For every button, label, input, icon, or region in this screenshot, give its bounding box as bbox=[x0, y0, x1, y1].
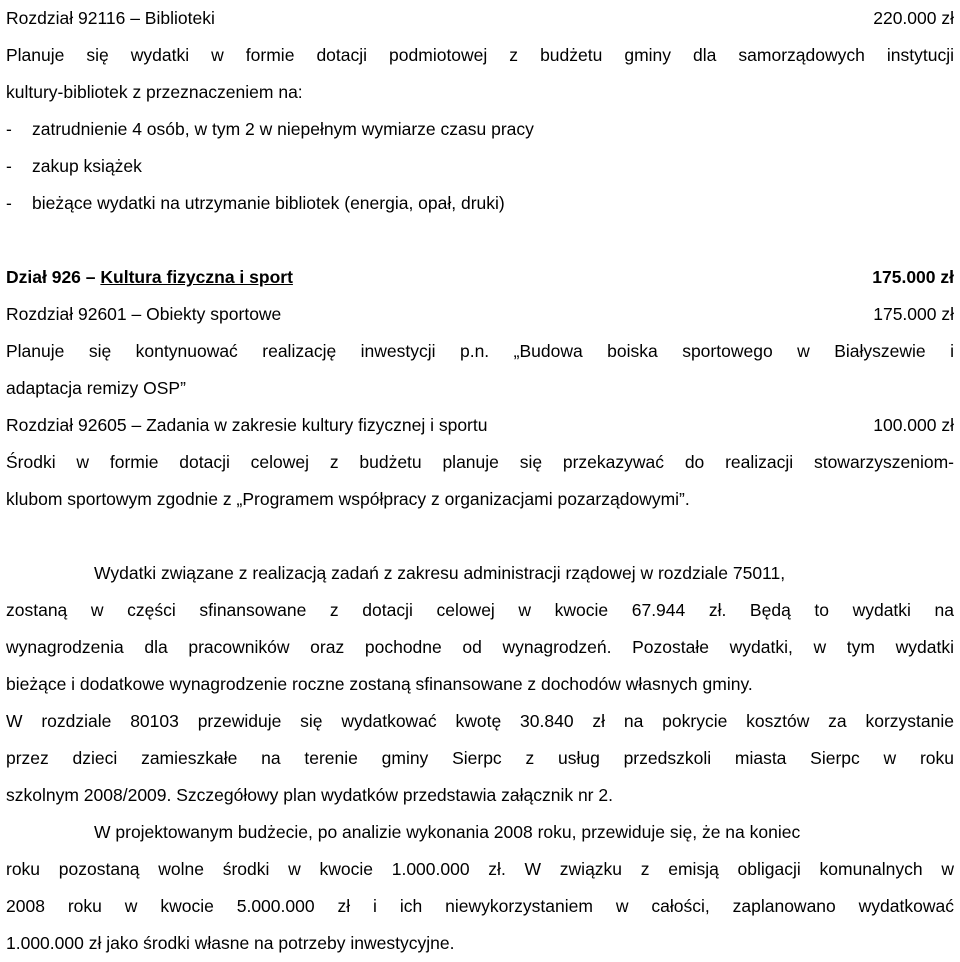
section-title: Rozdział 92601 – Obiekty sportowe bbox=[6, 304, 282, 324]
section-heading-92116 bbox=[6, 0, 954, 37]
paragraph-text: przez dzieci zamieszkałe na terenie gminy Sierpc z usług przedszkoli miasta Sierpc w roku bbox=[6, 748, 954, 768]
paragraph-text: szkolnym 2008/2009. Szczegółowy plan wydatków przedstawia załącznik nr 2. bbox=[6, 785, 613, 805]
paragraph-line bbox=[6, 37, 954, 74]
paragraph-line bbox=[6, 925, 954, 962]
section-heading-92601 bbox=[6, 296, 954, 333]
list-dash: - bbox=[6, 156, 12, 176]
paragraph-line bbox=[6, 814, 954, 851]
paragraph-text: kultury-bibliotek z przeznaczeniem na: bbox=[6, 82, 303, 102]
list-item-text: zakup książek bbox=[32, 156, 142, 176]
paragraph-line bbox=[6, 444, 954, 481]
paragraph-text: Planuje się wydatki w formie dotacji podmiotowej z budżetu gminy dla samorządowych instytucji bbox=[6, 45, 954, 65]
paragraph-line bbox=[6, 740, 954, 777]
paragraph-text: adaptacja remizy OSP” bbox=[6, 378, 186, 398]
paragraph-text: zostaną w części sfinansowane z dotacji celowej w kwocie 67.944 zł. Będą to wydatki na bbox=[6, 600, 954, 620]
list-dash: - bbox=[6, 119, 12, 139]
list-item-text: bieżące wydatki na utrzymanie bibliotek (energia, opał, druki) bbox=[32, 193, 505, 213]
paragraph-text: W projektowanym budżecie, po analizie wykonania 2008 roku, przewiduje się, że na koniec bbox=[94, 822, 801, 842]
paragraph-line bbox=[6, 592, 954, 629]
paragraph-text: Środki w formie dotacji celowej z budżetu planuje się przekazywać do realizacji stowarzyszeniom- bbox=[6, 452, 954, 472]
paragraph-line bbox=[6, 629, 954, 666]
list-dash: - bbox=[6, 193, 12, 213]
section-heading-926 bbox=[6, 259, 954, 296]
paragraph-line bbox=[6, 888, 954, 925]
paragraph-line bbox=[6, 666, 954, 703]
paragraph-text: klubom sportowym zgodnie z „Programem współpracy z organizacjami pozarządowymi”. bbox=[6, 489, 690, 509]
paragraph-line bbox=[6, 481, 954, 518]
section-link: Kultura fizyczna i sport bbox=[100, 267, 293, 287]
list-item bbox=[6, 111, 954, 148]
section-amount: 175.000 zł bbox=[873, 304, 954, 324]
paragraph-text: 1.000.000 zł jako środki własne na potrzeby inwestycyjne. bbox=[6, 933, 455, 953]
paragraph-line bbox=[6, 333, 954, 370]
paragraph-text: 2008 roku w kwocie 5.000.000 zł i ich niewykorzystaniem w całości, zaplanowano wydatkować bbox=[6, 896, 954, 916]
section-title: Rozdział 92605 – Zadania w zakresie kultury fizycznej i sportu bbox=[6, 415, 488, 435]
paragraph-line bbox=[6, 370, 954, 407]
paragraph-line bbox=[6, 555, 954, 592]
section-heading-92605 bbox=[6, 407, 954, 444]
paragraph-text: roku pozostaną wolne środki w kwocie 1.000.000 zł. W związku z emisją obligacji komunalnych w bbox=[6, 859, 954, 879]
section-amount: 175.000 zł bbox=[872, 267, 954, 287]
paragraph-line bbox=[6, 851, 954, 888]
spacer bbox=[6, 518, 954, 555]
paragraph-text: bieżące i dodatkowe wynagrodzenie roczne zostaną sfinansowane z dochodów własnych gminy. bbox=[6, 674, 753, 694]
list-item bbox=[6, 148, 954, 185]
section-label: Dział 926 – bbox=[6, 267, 101, 287]
list-item-text: zatrudnienie 4 osób, w tym 2 w niepełnym wymiarze czasu pracy bbox=[32, 119, 534, 139]
spacer bbox=[6, 222, 954, 259]
list-item bbox=[6, 185, 954, 222]
paragraph-text: wynagrodzenia dla pracowników oraz pochodne od wynagrodzeń. Pozostałe wydatki, w tym wydatki bbox=[6, 637, 954, 657]
paragraph-line bbox=[6, 777, 954, 814]
section-title: Rozdział 92116 – Biblioteki bbox=[6, 8, 215, 28]
section-amount: 100.000 zł bbox=[873, 415, 954, 435]
paragraph-text: W rozdziale 80103 przewiduje się wydatkować kwotę 30.840 zł na pokrycie kosztów za korzystanie bbox=[6, 711, 954, 731]
paragraph-text: Wydatki związane z realizacją zadań z zakresu administracji rządowej w rozdziale 75011, bbox=[94, 563, 786, 583]
section-amount: 220.000 zł bbox=[873, 8, 954, 28]
paragraph-line bbox=[6, 74, 954, 111]
section-title bbox=[6, 259, 293, 296]
paragraph-text: Planuje się kontynuować realizację inwestycji p.n. „Budowa boiska sportowego w Białyszewie i bbox=[6, 341, 954, 361]
paragraph-line bbox=[6, 703, 954, 740]
